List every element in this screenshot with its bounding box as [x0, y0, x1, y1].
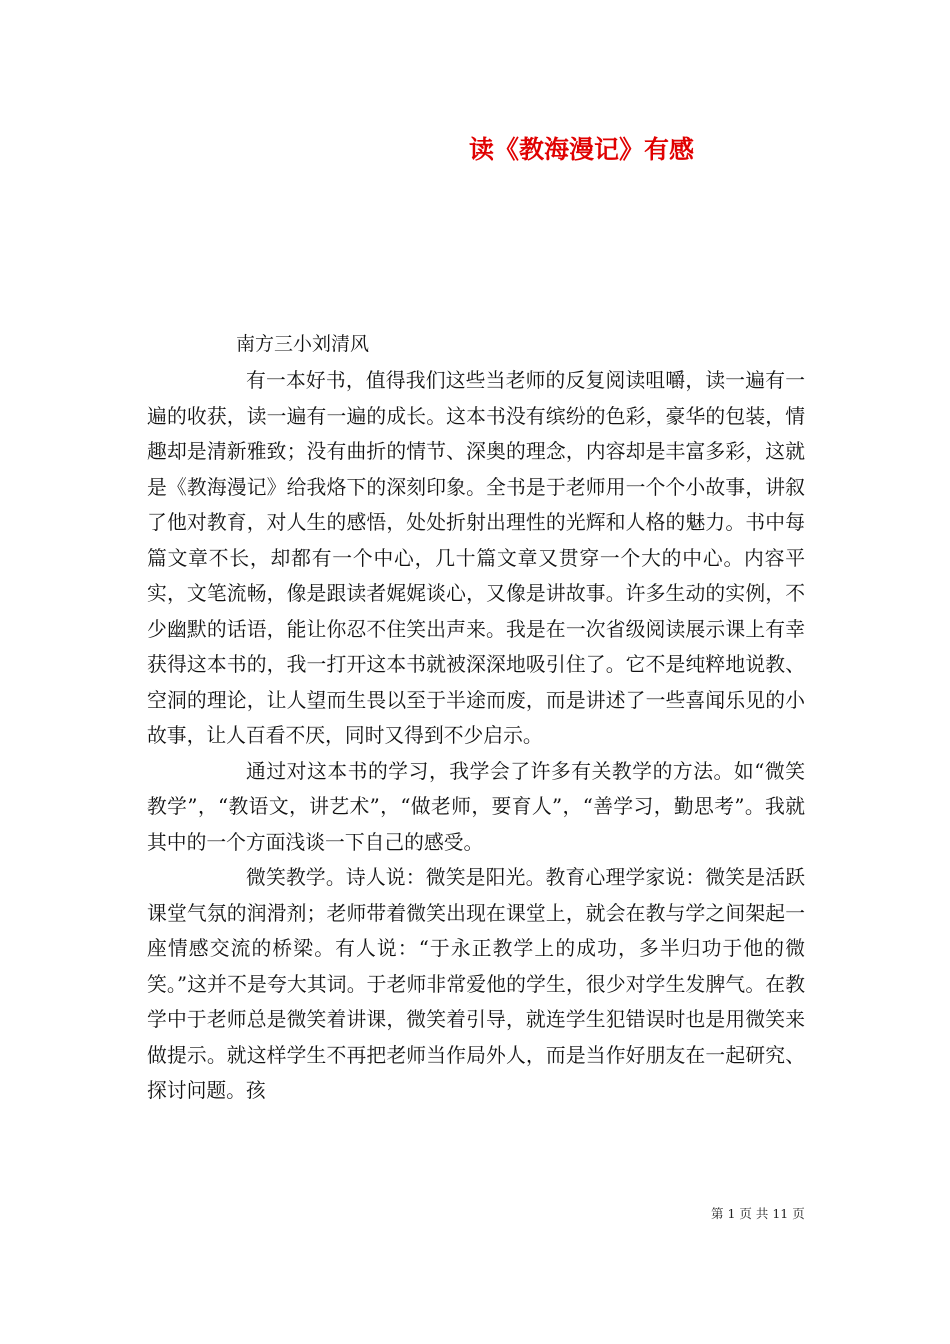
page-footer: 第 1 页 共 11 页: [711, 1206, 805, 1221]
author-line: 南方三小刘清风: [236, 333, 370, 355]
body-paragraph: 通过对这本书的学习，我学会了许多有关教学的方法。如“微笑教学”，“教语文，讲艺术”，“做老师，要育人”，“善学习，勤思考”。我就其中的一个方面浅谈一下自己的感受。: [147, 759, 805, 854]
body-paragraph: 微笑教学。诗人说：微笑是阳光。教育心理学家说：微笑是活跃课堂气氛的润滑剂；老师带着微笑出现在课堂上，就会在教与学之间架起一座情感交流的桥梁。有人说：“于永正教学上的成功，多半归功于他的微笑。”这并不是夸大其词。于老师非常爱他的学生，很少对学生发脾气。在教学中于老师总是微笑着讲课，微笑着引导，就连学生犯错误时也是用微笑来做提示。就这样学生不再把老师当作局外人，而是当作好朋友在一起研究、探讨问题。孩: [147, 866, 805, 1102]
body-paragraph: 有一本好书，值得我们这些当老师的反复阅读咀嚼，读一遍有一遍的收获，读一遍有一遍的成长。这本书没有缤纷的色彩，豪华的包装，情趣却是清新雅致；没有曲折的情节、深奥的理念，内容却是丰富多彩，这就是《教海漫记》给我烙下的深刻印象。全书是于老师用一个个小故事，讲叙了他对教育，对人生的感悟，处处折射出理性的光辉和人格的魅力。书中每篇文章不长，却都有一个中心，几十篇文章又贯穿一个大的中心。内容平实，文笔流畅，像是跟读者娓娓谈心，又像是讲故事。许多生动的实例，不少幽默的话语，能让你忍不住笑出声来。我是在一次省级阅读展示课上有幸获得这本书的，我一打开这本书就被深深地吸引住了。它不是纯粹地说教、空洞的理论，让人望而生畏以至于半途而废，而是讲述了一些喜闻乐见的小故事，让人百看不厌，同时又得到不少启示。: [147, 369, 805, 747]
document-body: [147, 363, 805, 1109]
document-title: 读《教海漫记》有感: [469, 135, 695, 164]
